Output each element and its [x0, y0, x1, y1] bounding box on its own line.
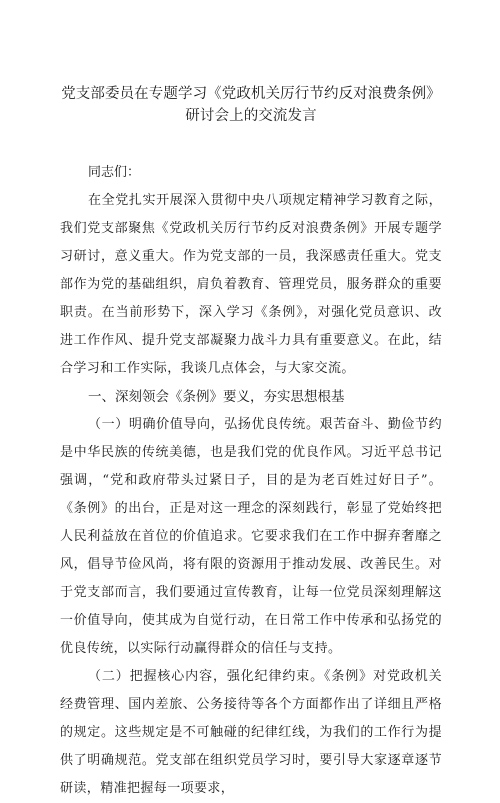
- salutation: 同志们：: [88, 165, 141, 180]
- section-1-paragraph-2: （二）把握核心内容，强化纪律约束。《条例》对党政机关经费管理、国内差旅、公务接待等各个方面都作出了详细且严格的规定。这些规定是不可触碰的纪律红线，为我们的工作行为提供了明确规范。党支部在组织党员学习时，要引导大家逐章逐节研读，精准把握每一项要求，: [60, 669, 442, 796]
- section-1-paragraph-1: （一）明确价值导向，弘扬优良传统。艰苦奋斗、勤俭节约是中华民族的传统美德，也是我们党的优良作风。习近平总书记强调，“党和政府带头过紧日子，目的是为老百姓过好日子”。《条例》的出台，正是对这一理念的深刻践行，彰显了党始终把人民利益放在首位的价值追求。它要求我们在工作中摒弃奢靡之风，倡导节俭风尚，将有限的资源用于推动发展、改善民生。对于党支部而言，我们要通过宣传教育，让每一位党员深刻理解这一价值导向，使其成为自觉行动，在日常工作中传承和弘扬党的优良传统，以实际行动赢得群众的信任与支持。: [60, 417, 442, 656]
- document-title-line-2: 研讨会上的交流发言: [185, 108, 317, 124]
- section-1-heading: 一、深刻领会《条例》要义，夯实思想根基: [88, 389, 345, 405]
- document-title-line-1: 党支部委员在专题学习《党政机关厉行节约反对浪费条例》: [61, 86, 441, 102]
- intro-paragraph: 在全党扎实开展深入贯彻中央八项规定精神学习教育之际，我们党支部聚焦《党政机关厉行节约反对浪费条例》开展专题学习研讨，意义重大。作为党支部的一员，我深感责任重大。党支部作为党的基础组织，肩负着教育、管理党员，服务群众的重要职责。在当前形势下，深入学习《条例》，对强化党员意识、改进工作作风、提升党支部凝聚力战斗力具有重要意义。在此，结合学习和工作实际，我谈几点体会，与大家交流。: [60, 193, 442, 376]
- document-title: [60, 83, 442, 127]
